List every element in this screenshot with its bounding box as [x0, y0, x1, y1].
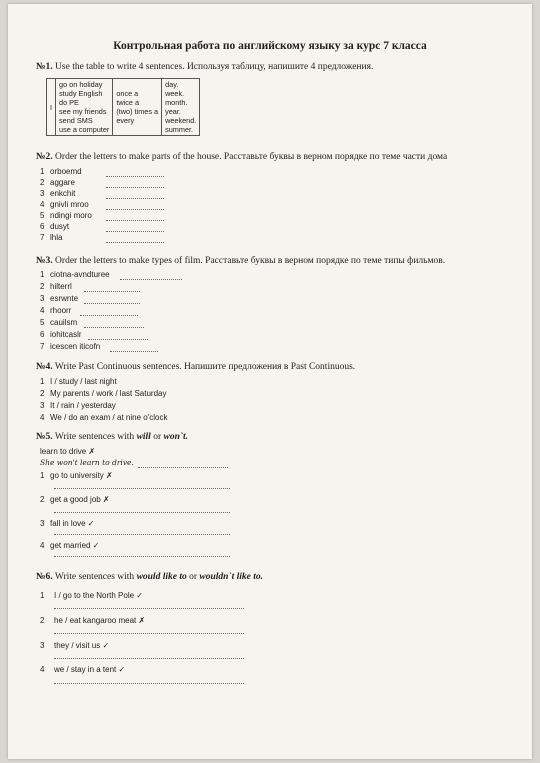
list-item: 3 enkchit [40, 189, 76, 198]
table-frequency-cell [113, 79, 162, 136]
table-period: month. [165, 98, 188, 107]
task2-heading [36, 152, 447, 162]
task4-heading [36, 362, 355, 372]
task6-or: or [189, 572, 198, 582]
answer-line[interactable] [88, 339, 148, 340]
table-pronoun-cell [47, 79, 56, 136]
answer-line[interactable] [54, 488, 230, 489]
answer-line[interactable] [84, 303, 140, 304]
task6-keyword-would: would like to [136, 572, 187, 582]
table-frequency: once a [116, 89, 139, 98]
answer-line[interactable] [54, 556, 230, 557]
task3-heading [36, 256, 445, 266]
table-pronoun: I [50, 102, 53, 112]
task5-keyword-will: will [136, 432, 151, 442]
task3-instruction: Order the letters to make types of film. Расставьте буквы в верном порядке по теме типы фильмов. [55, 256, 446, 266]
list-item: 2 he / eat kangaroo meat ✗ [40, 616, 146, 625]
list-item: 7 icescen iticofn [40, 342, 101, 351]
answer-line[interactable] [106, 187, 164, 188]
list-item: 5 ndingi moro [40, 211, 92, 220]
list-item: 4 We / do an exam / at nine o'clock [40, 413, 168, 422]
answer-line[interactable] [106, 209, 164, 210]
list-item: 1 I / study / last night [40, 377, 117, 386]
example-answer: She won't learn to drive. [40, 458, 134, 467]
answer-line[interactable] [106, 198, 164, 199]
answer-line[interactable] [54, 512, 230, 513]
task2-instruction: Order the letters to make parts of the house. Расставьте буквы в верном порядке по теме части дома [55, 152, 448, 162]
answer-line[interactable] [54, 658, 244, 659]
list-item: 2 My parents / work / last Saturday [40, 389, 167, 398]
task5-keyword-wont: won`t. [163, 432, 189, 442]
list-item: 3 It / rain / yesterday [40, 401, 116, 410]
task4-instruction: Write Past Continuous sentences. Напишите предложения в Past Continuous. [54, 362, 356, 372]
task5-heading [36, 432, 188, 442]
table-activity: send SMS [59, 116, 93, 125]
answer-line[interactable] [120, 279, 182, 280]
answer-line[interactable] [84, 327, 144, 328]
example-prompt: learn to drive ✗ [40, 447, 96, 456]
table-activity: use a computer [59, 125, 110, 134]
answer-line[interactable] [54, 608, 244, 609]
task1-heading [36, 62, 373, 72]
answer-line[interactable] [80, 315, 138, 316]
list-item: 1 ciotna-avndturee [40, 270, 110, 279]
table-activities-cell [56, 79, 113, 136]
list-item: 4 rhoorr [40, 306, 72, 315]
table-frequency: every [116, 116, 135, 125]
list-item: 5 cauilsm [40, 318, 78, 327]
task6-keyword-wouldnt: wouldn`t like to. [199, 572, 263, 582]
answer-line[interactable] [106, 242, 164, 243]
list-item: 3 esrwnte [40, 294, 79, 303]
table-period: day. [165, 80, 179, 89]
list-item: 1 go to university ✗ [40, 471, 113, 480]
table-activity: do PE [59, 98, 79, 107]
answer-line[interactable] [54, 534, 230, 535]
example-line [138, 467, 228, 468]
list-item: 2 get a good job ✗ [40, 495, 110, 504]
answer-line[interactable] [106, 176, 164, 177]
task6-number: №6. [36, 572, 53, 582]
answer-line[interactable] [106, 231, 164, 232]
task3-number: №3. [36, 256, 53, 266]
table-frequency: twice a [116, 98, 140, 107]
task5-instruction: Write sentences with [54, 432, 135, 442]
list-item: 4 we / stay in a tent ✓ [40, 665, 126, 674]
table-activity: study English [59, 89, 103, 98]
answer-line[interactable] [54, 683, 244, 684]
task5-number: №5. [36, 432, 53, 442]
task1-table [46, 78, 200, 136]
task5-or: or [153, 432, 162, 442]
table-period: week. [165, 89, 185, 98]
list-item: 3 fall in love ✓ [40, 519, 95, 528]
list-item: 1 I / go to the North Pole ✓ [40, 591, 143, 600]
table-activity: go on holiday [59, 80, 103, 89]
list-item: 3 they / visit us ✓ [40, 641, 110, 650]
list-item: 2 hilterrl [40, 282, 72, 291]
worksheet-page [8, 4, 532, 759]
answer-line[interactable] [110, 351, 158, 352]
table-periods-cell [162, 79, 200, 136]
task6-heading [36, 572, 263, 582]
list-item: 1 orboemd [40, 167, 82, 176]
table-period: weekend. [165, 116, 197, 125]
list-item: 4 gnivli mroo [40, 200, 89, 209]
task6-instruction: Write sentences with [54, 572, 135, 582]
list-item: 2 aggare [40, 178, 75, 187]
table-frequency: (two) times a [116, 107, 159, 116]
answer-line[interactable] [54, 633, 244, 634]
task1-instruction: Use the table to write 4 sentences. Используя таблицу, напишите 4 предложения. [55, 62, 374, 72]
page-title: Контрольная работа по английскому языку за курс 7 класса [113, 40, 427, 52]
table-period: summer. [165, 125, 194, 134]
answer-line[interactable] [84, 291, 140, 292]
table-period: year. [165, 107, 181, 116]
task4-number: №4. [36, 362, 53, 372]
answer-line[interactable] [106, 220, 164, 221]
table-activity: see my friends [59, 107, 107, 116]
task2-number: №2. [36, 152, 53, 162]
task1-number: №1. [36, 62, 53, 72]
list-item: 4 get married ✓ [40, 541, 100, 550]
list-item: 6 iohitcaslr [40, 330, 82, 339]
list-item: 6 dusyt [40, 222, 70, 231]
list-item: 7 lhla [40, 233, 63, 242]
